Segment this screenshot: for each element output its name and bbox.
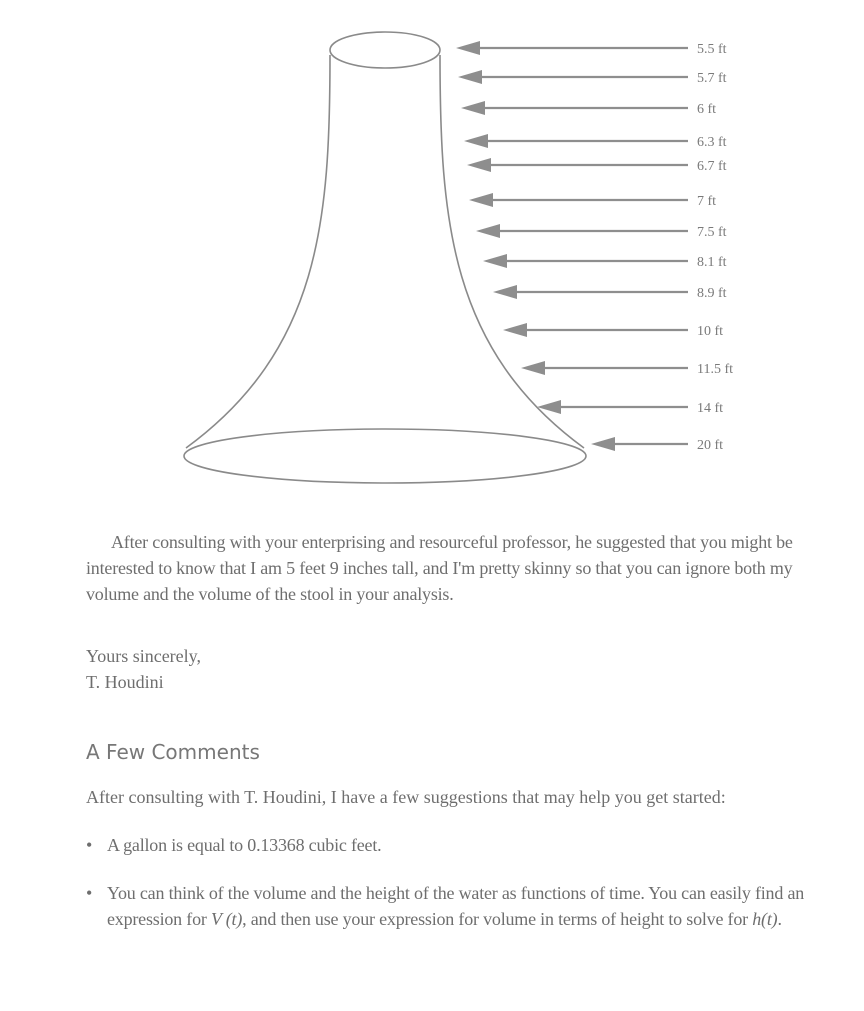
arrowhead-icon	[456, 41, 480, 55]
arrowhead-icon	[476, 224, 500, 238]
arrowhead-icon	[458, 70, 482, 84]
bullet-icon: •	[86, 835, 93, 855]
section-heading: A Few Comments	[86, 740, 260, 764]
list-item	[86, 880, 842, 932]
arrowhead-icon	[461, 101, 485, 115]
arrowhead-icon	[483, 254, 507, 268]
arrowhead-icon	[467, 158, 491, 172]
comments-list-second	[86, 880, 842, 932]
diameter-label: 10 ft	[697, 324, 724, 339]
comments-list-first	[86, 832, 842, 858]
arrowhead-icon	[521, 361, 545, 375]
tank-top-rim	[330, 32, 440, 68]
diameter-label: 14 ft	[697, 401, 724, 416]
diameter-label: 8.9 ft	[697, 286, 727, 301]
diameter-arrows	[456, 41, 733, 453]
letter-closing: Yours sincerely,	[86, 646, 201, 666]
bullet-text-part2: , and then use your expression for volume in terms of height to solve for	[242, 909, 753, 929]
diameter-label: 6.7 ft	[697, 159, 727, 174]
volume-function: V (t)	[210, 909, 243, 929]
diameter-label: 6 ft	[697, 102, 717, 117]
arrowhead-icon	[503, 323, 527, 337]
bullet-text-part1: You can think of the volume and the height of the water as functions of time. You can easily find an expression for	[107, 883, 805, 929]
tank-diagram	[0, 0, 864, 500]
diameter-label: 7.5 ft	[697, 225, 727, 240]
bullet-text: A gallon is equal to 0.13368 cubic feet.	[107, 835, 382, 855]
arrowhead-icon	[464, 134, 488, 148]
letter-body: After consulting with your enterprising and resourceful professor, he suggested that you might be interested to know that I am 5 feet 9 inches tall, and I'm pretty skinny so that you can ignore both my volume and the volume of the stool in your analysis.	[86, 532, 793, 604]
arrowhead-icon	[493, 285, 517, 299]
diameter-label: 6.3 ft	[697, 135, 727, 150]
comments-intro: After consulting with T. Houdini, I have a few suggestions that may help you get started:	[86, 787, 726, 807]
bullet-text-part3: .	[777, 909, 782, 929]
tank-outline	[184, 32, 586, 483]
diameter-label: 7 ft	[697, 194, 717, 209]
diameter-label: 8.1 ft	[697, 255, 727, 270]
diameter-label: 20 ft	[697, 438, 724, 453]
height-function: h(t)	[752, 909, 778, 929]
arrowhead-icon	[591, 437, 615, 451]
tank-left-wall	[186, 55, 330, 448]
diameter-label: 5.7 ft	[697, 71, 727, 86]
arrowhead-icon	[469, 193, 493, 207]
bullet-icon: •	[86, 883, 93, 903]
letter-signature: T. Houdini	[86, 672, 164, 692]
tank-base-rim	[184, 429, 586, 483]
list-item	[86, 832, 842, 858]
tank-right-wall	[440, 55, 584, 448]
diameter-label: 5.5 ft	[697, 42, 727, 57]
diameter-label: 11.5 ft	[697, 362, 734, 377]
